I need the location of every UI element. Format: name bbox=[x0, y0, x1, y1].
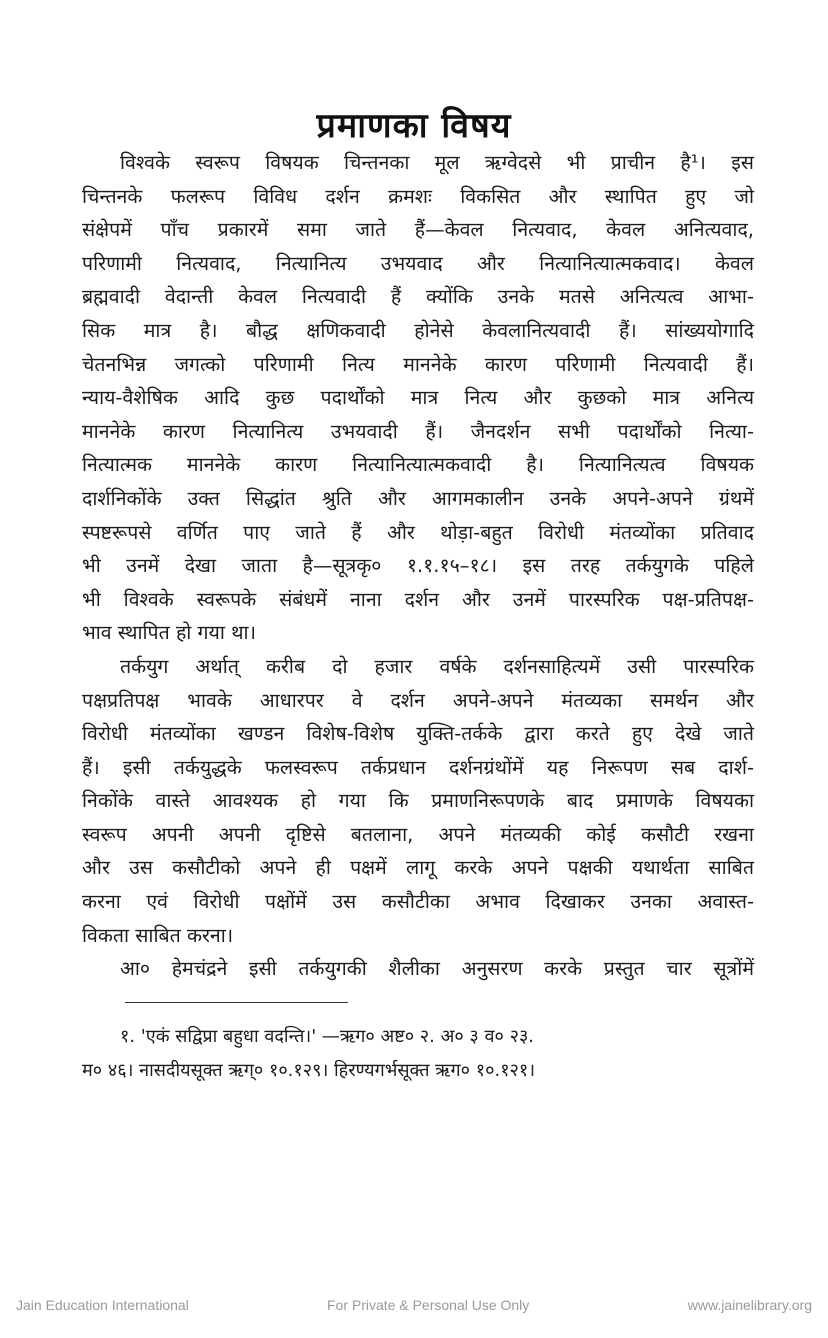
text-line: और उस कसौटीको अपने ही पक्षमें लागू करके अपने पक्षकी यथार्थता साबित bbox=[82, 856, 754, 880]
text-line: चिन्तनके फलरूप विविध दर्शन क्रमशः विकसित और स्थापित हुए जो bbox=[82, 184, 754, 208]
text-line: भाव स्थापित हो गया था। bbox=[82, 621, 256, 645]
text-line: निकोंके वास्ते आवश्यक हो गया कि प्रमाणनिरूपणके बाद प्रमाणके विषयका bbox=[82, 789, 754, 813]
text-line: नित्यात्मक माननेके कारण नित्यानित्यात्मकवादी है। नित्यानित्यत्व विषयक bbox=[82, 453, 754, 477]
text-line: करना एवं विरोधी पक्षोंमें उस कसौटीका अभाव दिखाकर उनका अवास्त- bbox=[82, 890, 754, 914]
text-line: सिक मात्र है। बौद्ध क्षणिकवादी होनेसे केवलानित्यवादी हैं। सांख्ययोगादि bbox=[82, 318, 754, 342]
footer-website: www.jainelibrary.org bbox=[687, 1297, 812, 1313]
text-line: हैं। इसी तर्कयुद्धके फलस्वरूप तर्कप्रधान दर्शनग्रंथोंमें यह निरूपण सब दार्श- bbox=[82, 755, 754, 779]
page-footer bbox=[0, 1297, 828, 1317]
text-line: चेतनभिन्न जगत्को परिणामी नित्य माननेके कारण परिणामी नित्यवादी हैं। bbox=[82, 352, 754, 376]
footnote-separator bbox=[125, 1002, 348, 1003]
page-title: प्रमाणका विषय bbox=[316, 105, 512, 146]
text-line: तर्कयुग अर्थात् करीब दो हजार वर्षके दर्शनसाहित्यमें उसी पारस्परिक bbox=[120, 654, 754, 678]
text-line: न्याय-वैशेषिक आदि कुछ पदार्थोंको मात्र नित्य और कुछको मात्र अनित्य bbox=[82, 386, 754, 410]
text-line: विश्वके स्वरूप विषयक चिन्तनका मूल ऋग्वेदसे भी प्राचीन है¹। इस bbox=[120, 151, 754, 174]
text-line: माननेके कारण नित्यानित्य उभयवादी हैं। जैनदर्शन सभी पदार्थोंको नित्या- bbox=[82, 419, 754, 443]
text-line: स्पष्टरूपसे वर्णित पाए जाते हैं और थोड़ा-बहुत विरोधी मंतव्योंका प्रतिवाद bbox=[82, 520, 754, 544]
text-line: दार्शनिकोंके उक्त सिद्धांत श्रुति और आगमकालीन उनके अपने-अपने ग्रंथमें bbox=[82, 486, 754, 510]
footnotes bbox=[82, 1020, 754, 1088]
text-line: संक्षेपमें पाँच प्रकारमें समा जाते हैं—केवल नित्यवाद, केवल अनित्यवाद, bbox=[82, 218, 754, 242]
footnote-line: १. 'एकं सद्विप्रा बहुधा वदन्ति।' —ऋग० अष्ट० २. अ० ३ व० २३. bbox=[120, 1026, 535, 1047]
footnote-line: म० ४६। नासदीयसूक्त ऋग्० १०.१२९। हिरण्यगर्भसूक्त ऋग० १०.१२१। bbox=[82, 1060, 536, 1081]
footer-publisher: Jain Education International bbox=[16, 1297, 189, 1313]
text-line: ब्रह्मवादी वेदान्ती केवल नित्यवादी हैं क्योंकि उनके मतसे अनित्यत्व आभा- bbox=[82, 285, 754, 309]
text-line: भी उनमें देखा जाता है—सूत्रकृ० १.१.१५–१८। इस तरह तर्कयुगके पहिले bbox=[82, 554, 754, 578]
text-line: विरोधी मंतव्योंका खण्डन विशेष-विशेष युक्ति-तर्कके द्वारा करते हुए देखे जाते bbox=[82, 722, 754, 746]
text-line: आ० हेमचंद्रने इसी तर्कयुगकी शैलीका अनुसरण करके प्रस्तुत चार सूत्रोंमें bbox=[120, 957, 754, 981]
text-line: विकता साबित करना। bbox=[82, 923, 234, 947]
text-line: पक्षप्रतिपक्ष भावके आधारपर वे दर्शन अपने-अपने मंतव्यका समर्थन और bbox=[82, 688, 754, 712]
text-line: भी विश्वके स्वरूपके संबंधमें नाना दर्शन और उनमें पारस्परिक पक्ष-प्रतिपक्ष- bbox=[82, 587, 754, 611]
footer-usage-note: For Private & Personal Use Only bbox=[327, 1297, 530, 1313]
text-line: परिणामी नित्यवाद, नित्यानित्य उभयवाद और नित्यानित्यात्मकवाद। केवल bbox=[82, 251, 755, 275]
text-line: स्वरूप अपनी अपनी दृष्टिसे बतलाना, अपने मंतव्यकी कोई कसौटी रखना bbox=[82, 822, 754, 846]
body-text bbox=[82, 146, 754, 986]
